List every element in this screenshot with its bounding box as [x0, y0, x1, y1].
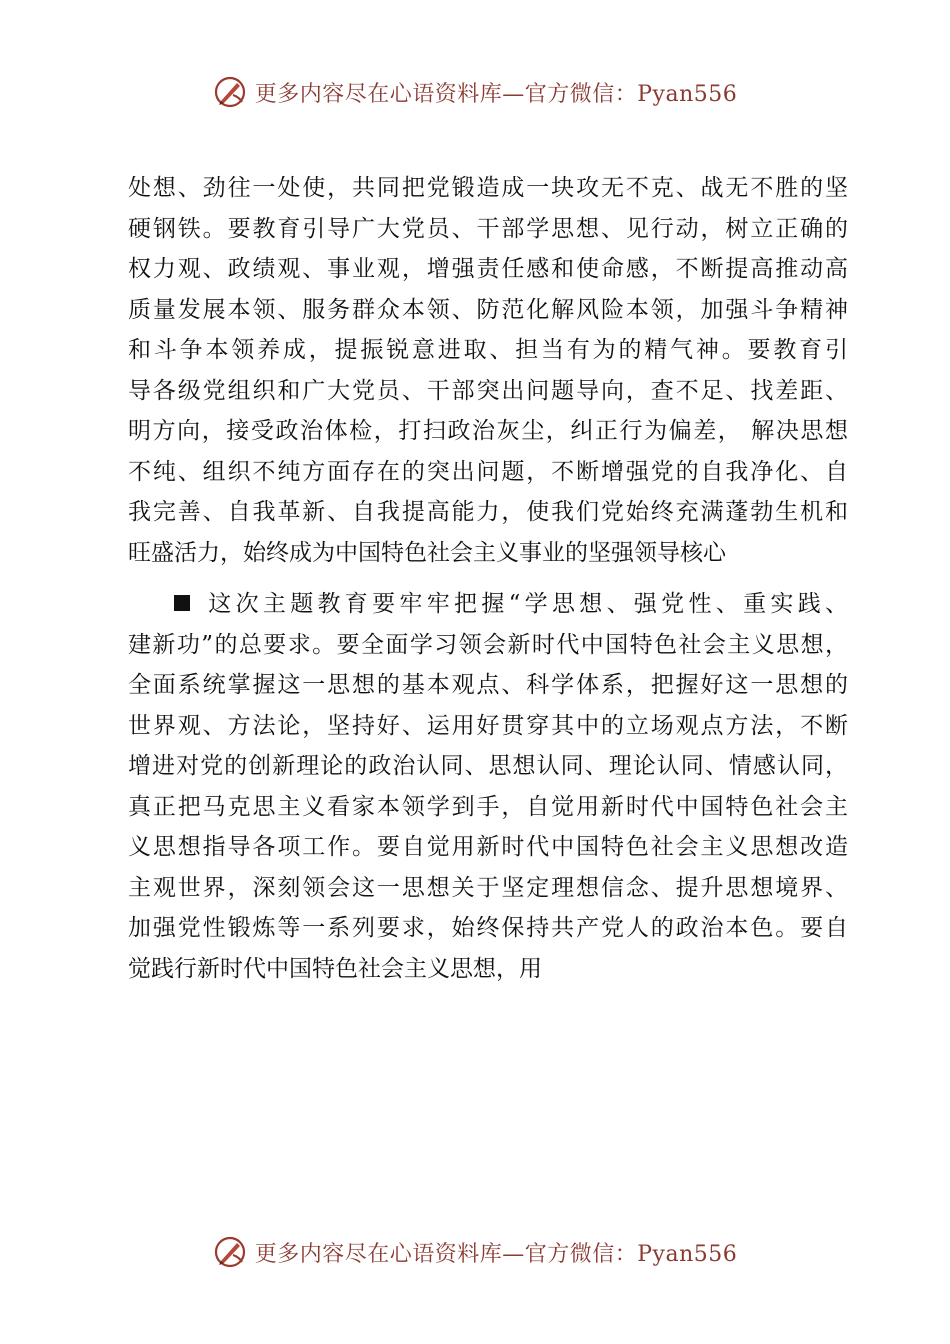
text-line: 觉践行新时代中国特色社会主义思想，用 [128, 955, 542, 982]
text-line: 导各级党组织和广大党员、干部突出问题导向，查不足、找差距、 [128, 377, 848, 404]
pen-circle-logo-icon [213, 75, 247, 109]
footer-watermark [0, 1230, 950, 1274]
text-line: 和斗争本领养成，提振锐意进取、担当有为的精气神。要教育引 [128, 337, 848, 363]
text-line: 质量发展本领、服务群众本领、防范化解风险本领，加强斗争精神 [128, 296, 848, 323]
paragraph-1 [128, 168, 848, 573]
square-bullet-icon [174, 595, 190, 611]
text-line: 硬钢铁。要教育引导广大党员、干部学思想、见行动，树立正确的 [128, 215, 848, 242]
text-line: 权力观、政绩观、事业观，增强责任感和使命感，不断提高推动高 [128, 256, 848, 282]
text-line: 不纯、组织不纯方面存在的突出问题，不断增强党的自我净化、自 [128, 458, 848, 485]
text-line: 明方向，接受政治体检，打扫政治灰尘，纠正行为偏差， 解决思想 [128, 418, 848, 444]
paragraph-2 [128, 584, 848, 989]
text-line: 增进对党的创新理论的政治认同、思想认同、理论认同、情感认同， [128, 753, 848, 779]
text-line-first [128, 584, 848, 625]
text-line: 旺盛活力，始终成为中国特色社会主义事业的坚强领导核心 [128, 539, 726, 566]
pen-circle-logo-icon [213, 1235, 247, 1269]
text-line: 我完善、自我革新、自我提高能力，使我们党始终充满蓬勃生机和 [128, 499, 848, 525]
watermark-text: 更多内容尽在心语资料库—官方微信：Pyan556 [254, 1241, 738, 1267]
document-body [128, 168, 848, 989]
text-line: 建新功”的总要求。要全面学习领会新时代中国特色社会主义思想， [128, 631, 848, 658]
text-line: 真正把马克思主义看家本领学到手，自觉用新时代中国特色社会主 [128, 793, 848, 820]
text-line: 义思想指导各项工作。要自觉用新时代中国特色社会主义思想改造 [128, 834, 848, 860]
watermark-text: 更多内容尽在心语资料库—官方微信：Pyan556 [254, 81, 738, 107]
text-line: 加强党性锻炼等一系列要求，始终保持共产党人的政治本色。要自 [128, 915, 848, 941]
text-line: 处想、劲往一处使，共同把党锻造成一块攻无不克、战无不胜的坚 [128, 175, 848, 201]
text-line: 世界观、方法论，坚持好、运用好贯穿其中的立场观点方法，不断 [128, 712, 848, 739]
text-line: 主观世界，深刻领会这一思想关于坚定理想信念、提升思想境界、 [128, 874, 848, 901]
text-line: 全面系统掌握这一思想的基本观点、科学体系，把握好这一思想的 [128, 672, 848, 698]
header-watermark [0, 70, 950, 114]
text-line-content: 这次主题教育要牢牢把握“学思想、强党性、重实践、 [204, 591, 848, 617]
